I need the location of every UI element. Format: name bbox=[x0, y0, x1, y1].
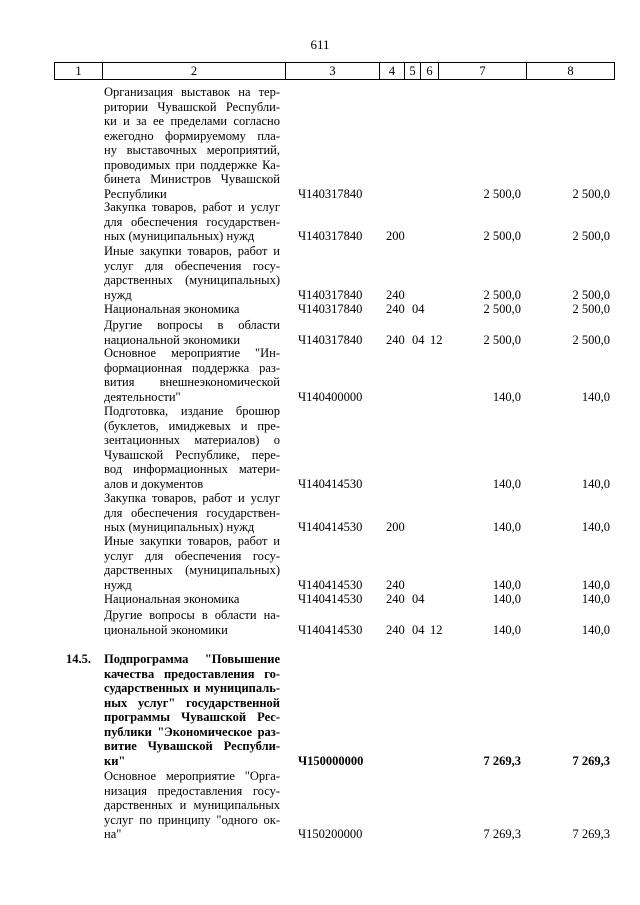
description-line: национальной экономики bbox=[104, 332, 241, 347]
description-line: Подготовка, издание брошюр bbox=[104, 404, 280, 418]
description-line: нужд bbox=[104, 287, 132, 302]
target-article-code: Ч140317840 bbox=[298, 186, 363, 201]
amount-year-1: 140,0 bbox=[492, 476, 521, 491]
table-header bbox=[54, 62, 615, 80]
header-col-7: 7 bbox=[439, 63, 527, 80]
amount-year-1: 140,0 bbox=[492, 592, 521, 606]
header-col-4: 4 bbox=[380, 63, 405, 80]
target-article-code: Ч140317840 bbox=[298, 287, 363, 302]
section-code: 04 bbox=[412, 592, 425, 606]
target-article-code: Ч140400000 bbox=[298, 389, 363, 404]
row-description bbox=[104, 318, 280, 347]
description-line: формационная поддержка раз- bbox=[104, 360, 280, 375]
subsection-code: 12 bbox=[430, 332, 443, 347]
description-line: низация предоставления госу- bbox=[104, 783, 280, 798]
amount-year-2: 2 500,0 bbox=[572, 302, 610, 316]
expense-type-code: 240 bbox=[386, 302, 405, 316]
description-line: услуг для обеспечения госу- bbox=[104, 548, 280, 563]
row-description bbox=[104, 592, 280, 607]
description-line: ных (муниципальных) нужд bbox=[104, 520, 255, 534]
description-line: ежегодно формируемому пла- bbox=[104, 128, 280, 143]
description-line: Основное мероприятие "Ин- bbox=[104, 346, 280, 360]
description-line: ритории Чувашской Республи- bbox=[104, 99, 280, 114]
target-article-code: Ч140317840 bbox=[298, 229, 363, 243]
description-line: услуг для обеспечения госу- bbox=[104, 258, 280, 273]
target-article-code: Ч140414530 bbox=[298, 577, 363, 592]
description-line: Закупка товаров, работ и услуг bbox=[104, 491, 280, 505]
description-line: для обеспечения государствен- bbox=[104, 214, 280, 229]
row-description bbox=[104, 244, 280, 302]
description-line: ки" bbox=[104, 753, 126, 768]
amount-year-2: 140,0 bbox=[581, 476, 610, 491]
description-line: проводимых при поддержке Ка- bbox=[104, 157, 280, 172]
description-line: дарственных (муниципальных) bbox=[104, 273, 280, 287]
amount-year-2: 7 269,3 bbox=[572, 753, 610, 768]
row-description bbox=[104, 608, 280, 637]
target-article-code: Ч150200000 bbox=[298, 827, 363, 841]
description-line: Национальная экономика bbox=[104, 302, 240, 316]
row-description bbox=[104, 302, 280, 317]
row-description bbox=[104, 200, 280, 244]
description-line: Другие вопросы в области bbox=[104, 318, 280, 332]
amount-year-2: 2 500,0 bbox=[572, 229, 610, 243]
description-line: Республики bbox=[104, 186, 167, 201]
description-line: сударственных и муниципаль- bbox=[104, 681, 280, 695]
description-line: Национальная экономика bbox=[104, 592, 240, 606]
row-description bbox=[104, 652, 280, 768]
description-line: витие Чувашской Республи- bbox=[104, 739, 280, 753]
description-line: ных услуг" государственной bbox=[104, 695, 280, 710]
description-line: для обеспечения государствен- bbox=[104, 505, 280, 520]
header-col-8: 8 bbox=[527, 63, 615, 80]
row-description bbox=[104, 769, 280, 842]
target-article-code: Ч140414530 bbox=[298, 592, 363, 606]
description-line: Основное мероприятие "Орга- bbox=[104, 769, 280, 783]
target-article-code: Ч140317840 bbox=[298, 302, 363, 316]
description-line: деятельности" bbox=[104, 389, 181, 404]
amount-year-1: 2 500,0 bbox=[483, 186, 521, 201]
description-line: циональной экономики bbox=[104, 622, 228, 637]
amount-year-1: 140,0 bbox=[492, 577, 521, 592]
header-col-3: 3 bbox=[286, 63, 380, 80]
expense-type-code: 200 bbox=[386, 520, 405, 534]
target-article-code: Ч140317840 bbox=[298, 332, 363, 347]
row-description bbox=[104, 491, 280, 535]
description-line: зентационных материалов) о bbox=[104, 433, 280, 447]
section-number: 14.5. bbox=[66, 652, 91, 666]
description-line: Закупка товаров, работ и услуг bbox=[104, 200, 280, 214]
subsection-code: 12 bbox=[430, 622, 443, 637]
description-line: (буклетов, имиджевых и пре- bbox=[104, 418, 280, 433]
description-line: ных (муниципальных) нужд bbox=[104, 229, 255, 243]
description-line: программы Чувашской Рес- bbox=[104, 710, 280, 724]
amount-year-1: 2 500,0 bbox=[483, 287, 521, 302]
description-line: публики "Экономическое раз- bbox=[104, 724, 280, 739]
description-line: на" bbox=[104, 827, 122, 841]
description-line: дарственных и муниципальных bbox=[104, 798, 280, 812]
description-line: бинета Министров Чувашской bbox=[104, 172, 280, 186]
expense-type-code: 240 bbox=[386, 332, 405, 347]
amount-year-1: 2 500,0 bbox=[483, 229, 521, 243]
section-code: 04 bbox=[412, 622, 425, 637]
expense-type-code: 240 bbox=[386, 577, 405, 592]
amount-year-2: 140,0 bbox=[581, 520, 610, 534]
description-line: Подпрограмма "Повышение bbox=[104, 652, 280, 666]
amount-year-1: 7 269,3 bbox=[483, 753, 521, 768]
expense-type-code: 240 bbox=[386, 592, 405, 606]
header-col-1: 1 bbox=[55, 63, 103, 80]
target-article-code: Ч140414530 bbox=[298, 622, 363, 637]
description-line: Иные закупки товаров, работ и bbox=[104, 244, 280, 258]
amount-year-2: 2 500,0 bbox=[572, 332, 610, 347]
amount-year-1: 2 500,0 bbox=[483, 332, 521, 347]
amount-year-1: 140,0 bbox=[492, 520, 521, 534]
target-article-code: Ч150000000 bbox=[298, 753, 364, 768]
expense-type-code: 240 bbox=[386, 622, 405, 637]
expense-type-code: 240 bbox=[386, 287, 405, 302]
amount-year-2: 140,0 bbox=[581, 389, 610, 404]
amount-year-2: 140,0 bbox=[581, 622, 610, 637]
description-line: услуг по принципу "одного ок- bbox=[104, 812, 280, 827]
description-line: вития внешнеэкономической bbox=[104, 375, 280, 389]
page-number: 611 bbox=[310, 37, 330, 52]
section-code: 04 bbox=[412, 332, 425, 347]
description-line: нужд bbox=[104, 577, 132, 592]
section-code: 04 bbox=[412, 302, 425, 316]
amount-year-1: 2 500,0 bbox=[483, 302, 521, 316]
header-col-2: 2 bbox=[103, 63, 286, 80]
amount-year-2: 7 269,3 bbox=[572, 827, 610, 841]
description-line: дарственных (муниципальных) bbox=[104, 563, 280, 577]
amount-year-1: 7 269,3 bbox=[483, 827, 521, 841]
amount-year-2: 2 500,0 bbox=[572, 287, 610, 302]
row-description bbox=[104, 346, 280, 404]
target-article-code: Ч140414530 bbox=[298, 476, 363, 491]
amount-year-2: 140,0 bbox=[581, 577, 610, 592]
description-line: Другие вопросы в области на- bbox=[104, 608, 280, 622]
expense-type-code: 200 bbox=[386, 229, 405, 243]
description-line: Чувашской Республике, пере- bbox=[104, 447, 280, 462]
header-col-5: 5 bbox=[405, 63, 421, 80]
description-line: Организация выставок на тер- bbox=[104, 85, 280, 99]
row-description bbox=[104, 404, 280, 491]
description-line: вод информационных матери- bbox=[104, 462, 280, 476]
target-article-code: Ч140414530 bbox=[298, 520, 363, 534]
description-line: качества предоставления го- bbox=[104, 666, 280, 681]
description-line: Иные закупки товаров, работ и bbox=[104, 534, 280, 548]
row-description bbox=[104, 534, 280, 592]
description-line: алов и документов bbox=[104, 476, 204, 491]
amount-year-1: 140,0 bbox=[492, 622, 521, 637]
amount-year-1: 140,0 bbox=[492, 389, 521, 404]
description-line: ки и за ее пределами согласно bbox=[104, 114, 280, 128]
row-description bbox=[104, 85, 280, 201]
header-col-6: 6 bbox=[421, 63, 439, 80]
amount-year-2: 2 500,0 bbox=[572, 186, 610, 201]
amount-year-2: 140,0 bbox=[581, 592, 610, 606]
description-line: ну выставочных мероприятий, bbox=[104, 143, 280, 157]
